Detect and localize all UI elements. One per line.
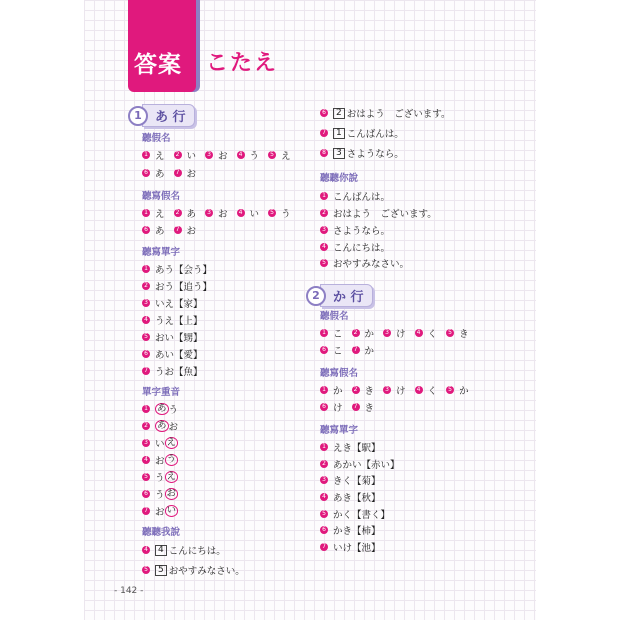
- answer-row: [320, 256, 418, 270]
- item-number-badge: 6: [320, 346, 328, 354]
- answer-item: 7 お: [174, 223, 197, 237]
- answer-row: [142, 262, 221, 276]
- section-a-header: [128, 104, 195, 127]
- answer-item: 6 け: [320, 400, 343, 414]
- heading-listen-kana: 聽假名: [142, 133, 171, 144]
- section-label: あ 行: [142, 104, 195, 127]
- item-number-badge: 4: [320, 243, 328, 251]
- page-number: - 142 -: [114, 586, 144, 596]
- accent-circle: い: [166, 505, 177, 516]
- item-number-badge: 6: [320, 109, 328, 117]
- answer-item: 2 おう【追う】: [142, 279, 212, 293]
- item-number-badge: 2: [352, 329, 360, 337]
- answer-text: う: [155, 490, 165, 501]
- answer-item: 5 かく【書く】: [320, 507, 390, 521]
- answer-row: [142, 347, 212, 361]
- answer-row: [320, 473, 390, 487]
- answer-item: 5 か: [446, 383, 469, 397]
- item-number-badge: 3: [320, 226, 328, 234]
- answer-row: [320, 240, 399, 254]
- heading-dictation-kana: 聽寫假名: [142, 191, 181, 202]
- answer-item: 3 さようなら。: [320, 223, 390, 237]
- answer-item: 4 こんにちは。: [320, 240, 390, 254]
- heading-dictation-kana: 聽寫假名: [320, 368, 359, 379]
- answer-item: 1 え: [142, 206, 165, 220]
- item-number-badge: 2: [320, 460, 328, 468]
- answer-text: おやすみなさい。: [168, 566, 245, 577]
- item-number-badge: 4: [320, 493, 328, 501]
- answer-row: [142, 166, 205, 180]
- item-number-badge: 2: [352, 386, 360, 394]
- answer-row: [320, 540, 390, 554]
- item-number-badge: 6: [142, 226, 150, 234]
- dialog-row: [320, 146, 404, 160]
- answer-item: 2 き: [352, 383, 375, 397]
- answer-item: 3 きく【菊】: [320, 473, 381, 487]
- answer-item: 6 あ: [142, 166, 165, 180]
- answer-item: 5 き: [446, 326, 469, 340]
- answer-row: [320, 343, 383, 357]
- answer-item: 7 お: [174, 166, 197, 180]
- item-number-badge: 7: [352, 403, 360, 411]
- item-number-badge: 5: [446, 386, 454, 394]
- answer-item: 6 かき【柿】: [320, 523, 381, 537]
- answer-row: [142, 364, 212, 378]
- answer-item: 4 い: [237, 206, 260, 220]
- answer-row: [142, 148, 300, 162]
- answer-item: 7 か: [352, 343, 375, 357]
- item-number-badge: 5: [268, 209, 276, 217]
- heading-listen-kana: 聽假名: [320, 311, 349, 322]
- answer-item: 3 け: [383, 326, 406, 340]
- item-number-badge: 3: [320, 476, 328, 484]
- answer-text: お: [155, 507, 165, 518]
- answer-text: う: [155, 473, 165, 484]
- answer-item: 4 く: [415, 383, 438, 397]
- answer-item: 6 あい【愛】: [142, 347, 203, 361]
- item-number-badge: 6: [142, 350, 150, 358]
- section-ka-header: [306, 284, 373, 307]
- accent-circle: あ: [157, 420, 167, 431]
- answer-item: 4 う: [237, 148, 260, 162]
- answer-item: 3 お: [205, 206, 228, 220]
- item-number-badge: 4: [142, 316, 150, 324]
- item-number-badge: 3: [383, 386, 391, 394]
- page-title: 答案: [134, 52, 182, 78]
- answer-item: 5 え: [268, 148, 291, 162]
- item-number-badge: 3: [205, 209, 213, 217]
- accent-row: [142, 504, 178, 518]
- item-number-badge: 5: [268, 151, 276, 159]
- accent-circle: う: [166, 454, 177, 465]
- page-subtitle: こたえ: [206, 51, 279, 76]
- answer-item: 2 あかい【赤い】: [320, 457, 400, 471]
- item-number-badge: 7: [320, 543, 328, 551]
- answer-item: 2 おはよう ございます。: [320, 206, 437, 220]
- answer-row: [320, 189, 399, 203]
- answer-row: [142, 330, 212, 344]
- heading-dictation-words: 聽寫單字: [142, 247, 181, 258]
- accent-row: [142, 419, 178, 433]
- answer-row: [320, 383, 478, 397]
- answer-item: 2 か: [352, 326, 375, 340]
- answer-row: [320, 440, 390, 454]
- answer-item: 7 いけ【池】: [320, 540, 381, 554]
- answer-item: 4 うえ【上】: [142, 313, 203, 327]
- item-number-badge: 4: [237, 209, 245, 217]
- accent-circle: え: [166, 437, 177, 448]
- answer-text: 5: [155, 565, 167, 576]
- item-number-badge: 4: [142, 456, 150, 464]
- answer-text: 2: [333, 108, 345, 119]
- answer-item: 7 うお【魚】: [142, 364, 203, 378]
- answer-text: おはよう ございます。: [346, 109, 451, 120]
- item-number-badge: 3: [205, 151, 213, 159]
- item-number-badge: 7: [320, 129, 328, 137]
- answer-item: 5 う: [268, 206, 291, 220]
- item-number-badge: 6: [320, 403, 328, 411]
- item-number-badge: 7: [142, 507, 150, 515]
- item-number-badge: 3: [142, 439, 150, 447]
- item-number-badge: 3: [383, 329, 391, 337]
- answer-text: 3: [333, 148, 345, 159]
- answer-item: 6 こ: [320, 343, 343, 357]
- answer-text: お: [155, 456, 165, 467]
- answer-row: [142, 296, 212, 310]
- item-number-badge: 1: [320, 443, 328, 451]
- answer-row: [320, 523, 390, 537]
- answer-row: [142, 279, 221, 293]
- accent-circle: え: [166, 471, 177, 482]
- item-number-badge: 4: [415, 329, 423, 337]
- item-number-badge: 1: [320, 192, 328, 200]
- item-number-badge: 2: [174, 209, 182, 217]
- item-number-badge: 2: [142, 422, 150, 430]
- accent-row: [142, 402, 178, 416]
- answer-item: 1 こんばんは。: [320, 189, 390, 203]
- item-number-badge: 2: [142, 282, 150, 290]
- item-number-badge: 1: [320, 329, 328, 337]
- item-number-badge: 5: [142, 566, 150, 574]
- section-number: 1: [128, 106, 148, 126]
- answer-item: 3 いえ【家】: [142, 296, 203, 310]
- answer-row: [142, 223, 205, 237]
- item-number-badge: 7: [352, 346, 360, 354]
- item-number-badge: 8: [320, 149, 328, 157]
- answer-item: 4 く: [415, 326, 438, 340]
- answer-row: [142, 313, 212, 327]
- answer-row: [320, 206, 446, 220]
- item-number-badge: 6: [142, 490, 150, 498]
- answer-item: 5 おい【甥】: [142, 330, 203, 344]
- accent-circle: お: [166, 488, 177, 499]
- accent-row: [142, 487, 178, 501]
- answer-item: 2 い: [174, 148, 197, 162]
- heading-word-accent: 單字重音: [142, 387, 181, 398]
- accent-row: [142, 436, 178, 450]
- item-number-badge: 5: [142, 333, 150, 341]
- item-number-badge: 6: [142, 169, 150, 177]
- item-number-badge: 7: [142, 367, 150, 375]
- answer-row: [142, 206, 300, 220]
- answer-text: お: [168, 422, 179, 433]
- heading-listen-you: 聽聽你說: [320, 173, 359, 184]
- answer-text: こんばんは。: [346, 129, 404, 140]
- item-number-badge: 1: [142, 209, 150, 217]
- answer-item: 5 おやすみなさい。: [320, 256, 409, 270]
- item-number-badge: 4: [237, 151, 245, 159]
- answer-row: [320, 326, 478, 340]
- answer-text: 4: [155, 545, 167, 556]
- item-number-badge: 2: [174, 151, 182, 159]
- answer-item: 1 こ: [320, 326, 343, 340]
- answer-text: さようなら。: [346, 149, 404, 160]
- item-number-badge: 2: [320, 209, 328, 217]
- heading-dictation-words: 聽寫單字: [320, 425, 359, 436]
- item-number-badge: 7: [174, 169, 182, 177]
- item-number-badge: 5: [446, 329, 454, 337]
- answer-item: 6 あ: [142, 223, 165, 237]
- accent-row: [142, 453, 178, 467]
- item-number-badge: 1: [142, 151, 150, 159]
- answer-item: 3 お: [205, 148, 228, 162]
- heading-listen-me: 聽聽我說: [142, 527, 181, 538]
- answer-row: [320, 457, 409, 471]
- answer-row: [320, 490, 390, 504]
- section-number: 2: [306, 286, 326, 306]
- answer-text: い: [155, 439, 165, 450]
- item-number-badge: 5: [142, 473, 150, 481]
- answer-text: う: [168, 405, 179, 416]
- item-number-badge: 7: [174, 226, 182, 234]
- item-number-badge: 1: [320, 386, 328, 394]
- answer-item: 4 あき【秋】: [320, 490, 381, 504]
- answer-item: 7 き: [352, 400, 375, 414]
- answer-text: こんにちは。: [168, 546, 226, 557]
- answer-text: 1: [333, 128, 345, 139]
- answer-row: [320, 223, 399, 237]
- dialog-row: [142, 543, 226, 557]
- answer-row: [320, 400, 383, 414]
- answer-item: 1 あう【会う】: [142, 262, 212, 276]
- item-number-badge: 1: [142, 405, 150, 413]
- answer-row: [320, 507, 399, 521]
- accent-circle: あ: [157, 403, 167, 414]
- dialog-row: [320, 126, 404, 140]
- item-number-badge: 5: [320, 259, 328, 267]
- accent-row: [142, 470, 178, 484]
- dialog-row: [142, 563, 245, 577]
- item-number-badge: 5: [320, 510, 328, 518]
- answer-item: 1 か: [320, 383, 343, 397]
- answer-item: 3 け: [383, 383, 406, 397]
- item-number-badge: 1: [142, 265, 150, 273]
- section-label: か 行: [320, 284, 373, 307]
- answer-item: 1 え: [142, 148, 165, 162]
- answer-item: 2 あ: [174, 206, 197, 220]
- item-number-badge: 6: [320, 526, 328, 534]
- item-number-badge: 3: [142, 299, 150, 307]
- item-number-badge: 4: [415, 386, 423, 394]
- answer-item: 1 えき【駅】: [320, 440, 381, 454]
- item-number-badge: 4: [142, 546, 150, 554]
- dialog-row: [320, 106, 450, 120]
